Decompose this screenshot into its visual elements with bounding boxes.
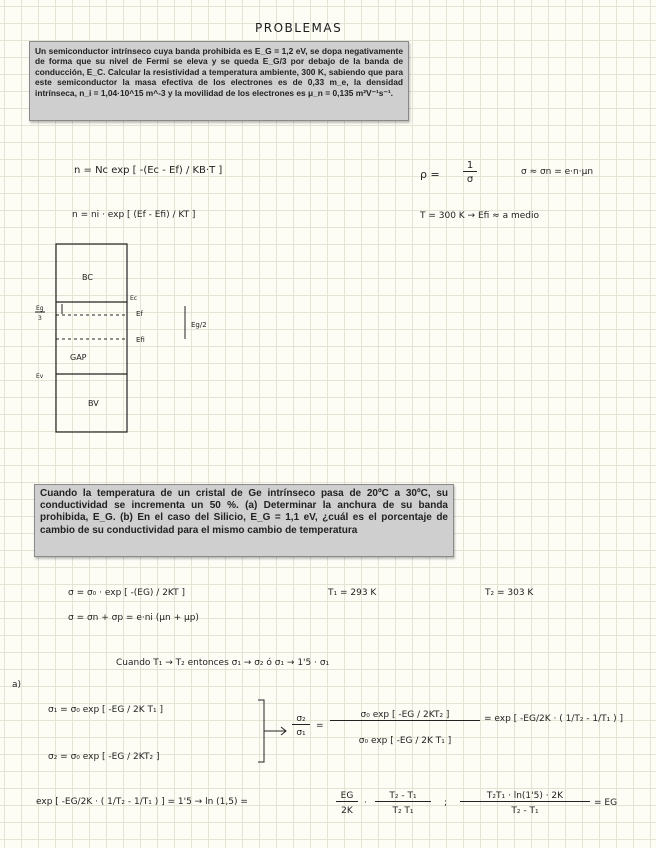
cuando-line: Cuando T₁ → T₂ entonces σ₁ → σ₂ ó σ₁ → 1'5 · σ₁ (116, 658, 330, 668)
t1-value: T₁ = 293 K (328, 588, 377, 598)
bc-label: BC (82, 273, 93, 282)
rho-numerator: 1 (463, 160, 477, 172)
problem-2-text: Cuando la temperatura de un cristal de Ge intrínseco pasa de 20ºC a 30ºC, su conductividad se incrementa un 50 %. (a) Determinar la anchura de su banda prohibida, E_G. (b) En el caso del Silicio, E_G = 1,1 eV, ¿cuál es el porcentaje de cambio de su conductividad para el mismo cambio de temperatura (40, 488, 448, 536)
ratio-numerator: σ₀ exp [ -EG / 2KT₂ ] (330, 710, 480, 721)
eg3-denominator: 3 (38, 315, 42, 322)
ratio-lhs-num: σ₂ (292, 714, 310, 725)
ev-label: Ev (36, 373, 44, 380)
rho-denominator: σ (466, 174, 474, 185)
final-lhs: exp [ -EG/2K · ( 1/T₂ - 1/T₁ ) ] = 1'5 → ln (1,5) = (36, 797, 248, 807)
band-diagram (28, 238, 228, 438)
final-eg-num: EG (336, 791, 358, 802)
ratio-result: = exp [ -EG/2K · ( 1/T₂ - 1/T₁ ) ] (484, 714, 624, 724)
equation-n-ni: n = ni · exp [ (Ef - Efi) / KT ] (72, 210, 196, 220)
final-r-den: T₂ - T₁ (511, 806, 539, 816)
problem-1-text: Un semiconductor intrínseco cuya banda prohibida es E_G = 1,2 eV, se dopa negativamente de forma que su nivel de Fermi se eleva y se queda E_G/3 por debajo de la banda de conducción, E_C. Calcular la resistividad a temperatura ambiente, 300 K, sabiendo que para este semiconductor la masa efectiva de los electrones es de 0,33 m_e, la densidad intrínseca, n_i = 1,04·10^15 m^-3 y la movilidad de los electrones es μ_n = 0,135 m²V⁻¹s⁻¹. (35, 46, 403, 98)
brace-shape (258, 700, 264, 762)
eg2-label: Eg/2 (191, 321, 207, 329)
equation-sigma: σ ≈ σn = e·n·μn (521, 167, 594, 177)
final-t-num: T₂ - T₁ (375, 791, 431, 802)
page-title: PROBLEMAS (255, 21, 343, 35)
problem-1-statement (29, 41, 409, 121)
ec-label: Ec (130, 295, 138, 302)
final-dot: · (364, 798, 367, 808)
rho-label: ρ = (420, 168, 440, 181)
ratio-lhs-den: σ₁ (296, 728, 306, 738)
final-semicolon: ; (444, 798, 448, 808)
problem-2-statement (34, 484, 454, 557)
sigma2-equation: σ₂ = σ₀ exp [ -EG / 2KT₂ ] (48, 752, 160, 762)
equation-temperature: T = 300 K → Efi ≈ a medio (420, 211, 539, 221)
part-a-label: a) (12, 680, 22, 690)
equation-n-nc: n = Nc exp [ -(Ec - Ef) / KB·T ] (74, 165, 223, 176)
t2-value: T₂ = 303 K (485, 588, 534, 598)
sigma1-equation: σ₁ = σ₀ exp [ -EG / 2K T₁ ] (48, 705, 164, 715)
efi-label: Efi (136, 336, 145, 344)
equation-sigma-exp: σ = σ₀ · exp [ -(EG) / 2KT ] (68, 588, 185, 598)
ratio-equals: = (316, 721, 324, 731)
ratio-denominator: σ₀ exp [ -EG / 2K T₁ ] (358, 736, 452, 746)
ef-label: Ef (136, 310, 143, 318)
bv-label: BV (88, 399, 99, 408)
final-r-num: T₂T₁ · ln(1'5) · 2K (460, 791, 590, 802)
equation-sigma-sum: σ = σn + σp = e·ni (μn + μp) (68, 613, 199, 623)
eg3-numerator: Eg (36, 305, 44, 312)
gap-label: GAP (70, 353, 87, 362)
right-brace (256, 698, 296, 766)
final-eg-den: 2K (341, 806, 353, 816)
final-eg-result: = EG (594, 798, 618, 808)
final-t-den: T₂ T₁ (392, 806, 414, 816)
